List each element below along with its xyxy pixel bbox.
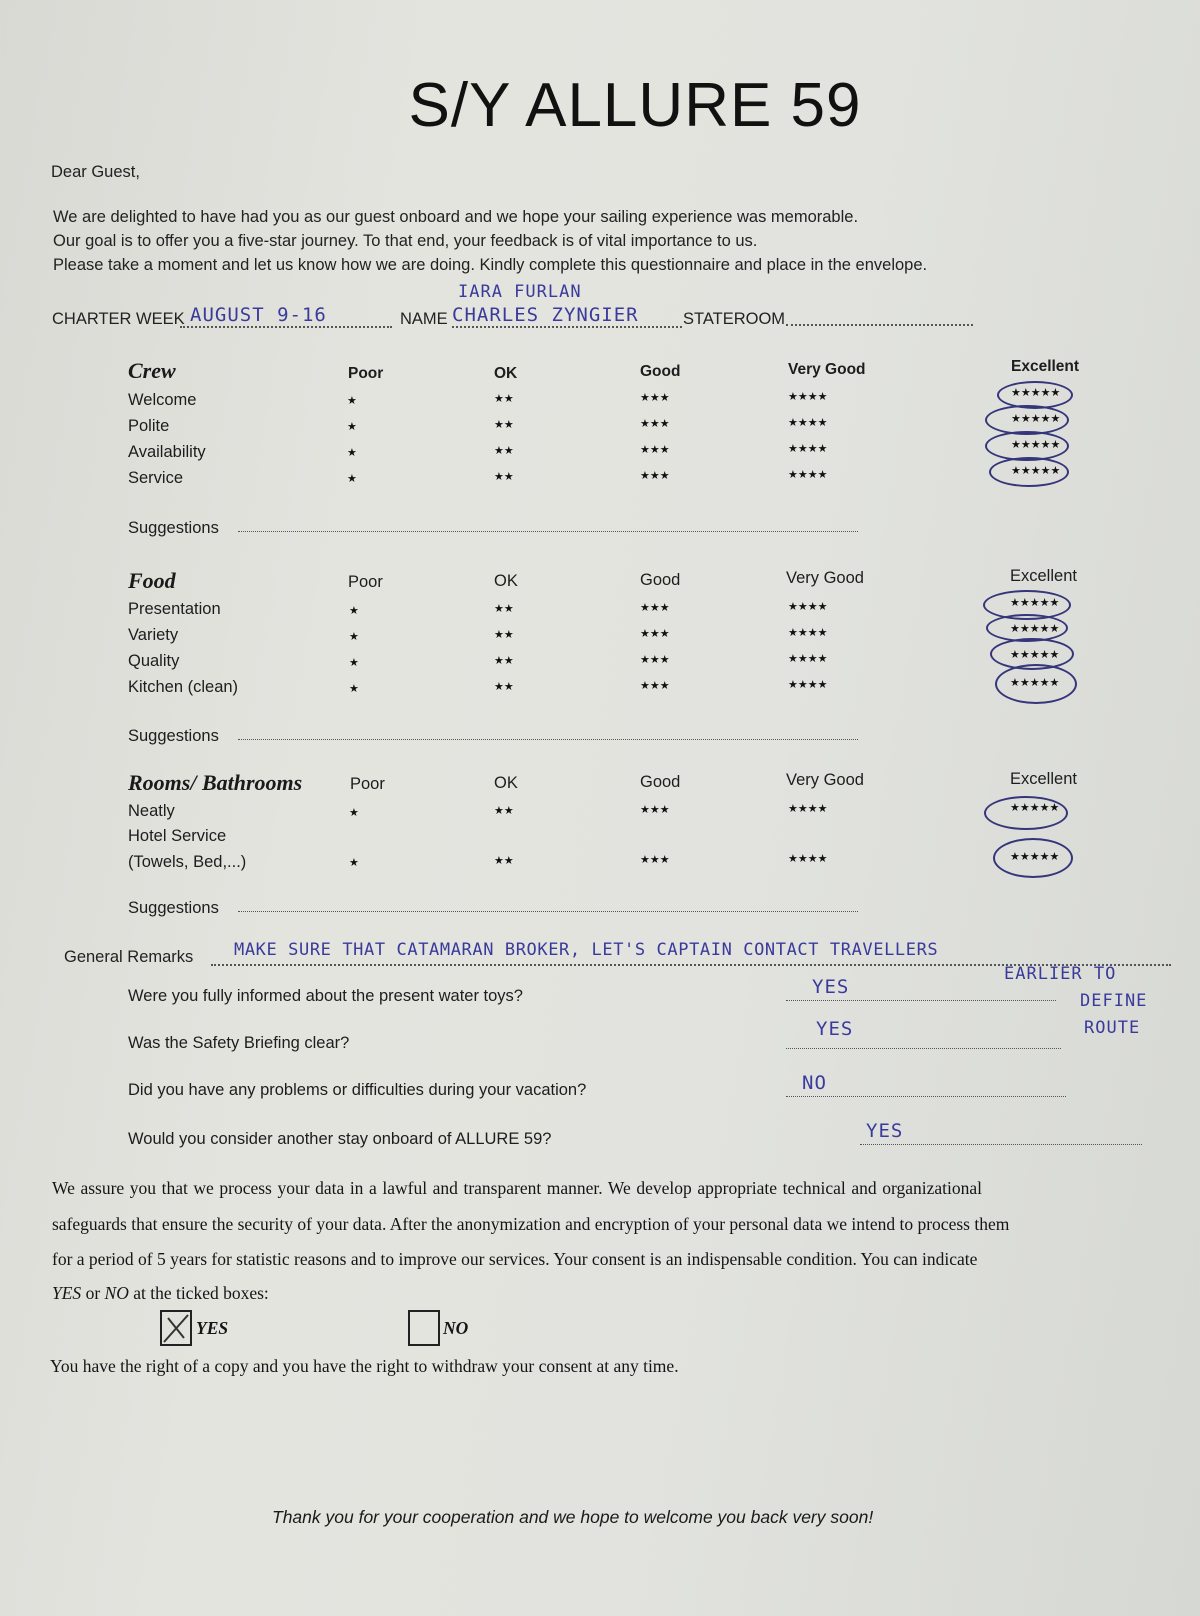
crew-polite-2star[interactable]: ★★	[494, 419, 514, 431]
food-head-good: Good	[640, 571, 681, 589]
food-presentation-1star[interactable]: ★	[349, 605, 359, 617]
rooms-neatly-2star[interactable]: ★★	[494, 805, 514, 817]
privacy-no-word: NO	[104, 1283, 129, 1303]
consent-no-checkbox[interactable]	[408, 1310, 440, 1346]
name-value-1: IARA FURLAN	[458, 282, 582, 302]
crew-welcome-5star[interactable]: ★★★★★	[1011, 387, 1061, 399]
rooms-suggestions-label: Suggestions	[128, 899, 219, 917]
answer-water-toys: YES	[812, 976, 850, 998]
crew-polite-5star[interactable]: ★★★★★	[1011, 413, 1061, 425]
food-suggestions-field[interactable]	[238, 739, 858, 740]
answer-another-stay: YES	[866, 1120, 904, 1142]
food-item-kitchen: Kitchen (clean)	[128, 678, 239, 696]
food-variety-4star[interactable]: ★★★★	[788, 627, 828, 639]
rooms-head-excellent: Excellent	[1010, 770, 1077, 788]
crew-service-5star[interactable]: ★★★★★	[1011, 465, 1061, 477]
food-head-ok: OK	[494, 572, 518, 590]
crew-title: Crew	[128, 358, 176, 383]
crew-availability-3star[interactable]: ★★★	[640, 444, 670, 456]
crew-welcome-1star[interactable]: ★	[347, 395, 357, 407]
name-value-2: CHARLES ZYNGIER	[452, 304, 639, 326]
page-title: S/Y ALLURE 59	[408, 71, 862, 140]
food-quality-1star[interactable]: ★	[349, 657, 359, 669]
crew-head-very-good: Very Good	[788, 361, 866, 378]
crew-service-4star[interactable]: ★★★★	[788, 469, 828, 481]
crew-head-ok: OK	[494, 365, 518, 382]
food-item-quality: Quality	[128, 652, 180, 670]
crew-suggestions-label: Suggestions	[128, 519, 219, 537]
crew-welcome-2star[interactable]: ★★	[494, 393, 514, 405]
privacy-line-4	[52, 1283, 269, 1304]
rooms-title: Rooms/ Bathrooms	[128, 770, 303, 795]
question-problems: Did you have any problems or difficulties during your vacation?	[128, 1081, 587, 1099]
food-kitchen-1star[interactable]: ★	[349, 683, 359, 695]
food-kitchen-4star[interactable]: ★★★★	[788, 679, 828, 691]
food-presentation-2star[interactable]: ★★	[494, 603, 514, 615]
footer-thanks: Thank you for your cooperation and we hope to welcome you back very soon!	[272, 1507, 874, 1527]
intro-line-1: We are delighted to have had you as our guest onboard and we hope your sailing experience was memorable.	[53, 208, 859, 226]
food-quality-3star[interactable]: ★★★	[640, 654, 670, 666]
crew-availability-1star[interactable]: ★	[347, 447, 357, 459]
crew-welcome-4star[interactable]: ★★★★	[788, 391, 828, 403]
name-field[interactable]	[452, 326, 682, 328]
rooms-head-very-good: Very Good	[786, 771, 864, 789]
privacy-line-2: safeguards that ensure the security of your data. After the anonymization and encryption of your personal data we intend to process them	[52, 1214, 1010, 1234]
crew-polite-4star[interactable]: ★★★★	[788, 417, 828, 429]
food-item-presentation: Presentation	[128, 600, 221, 618]
rooms-hotel-1star[interactable]: ★	[349, 857, 359, 869]
food-suggestions-label: Suggestions	[128, 727, 219, 745]
crew-service-3star[interactable]: ★★★	[640, 470, 670, 482]
privacy-yes-word: YES	[52, 1283, 82, 1303]
answer-safety-briefing-field[interactable]	[786, 1048, 1061, 1049]
intro-line-3: Please take a moment and let us know how we are doing. Kindly complete this questionnaire and place in the envelope.	[53, 256, 928, 274]
privacy-or-word: or	[81, 1283, 105, 1303]
consent-no-label: NO	[443, 1318, 469, 1338]
crew-welcome-3star[interactable]: ★★★	[640, 392, 670, 404]
crew-service-2star[interactable]: ★★	[494, 471, 514, 483]
rooms-hotel-3star[interactable]: ★★★	[640, 854, 670, 866]
consent-yes-label: YES	[196, 1318, 229, 1338]
food-quality-5star[interactable]: ★★★★★	[1010, 649, 1060, 661]
crew-suggestions-field[interactable]	[238, 531, 858, 532]
rooms-head-ok: OK	[494, 774, 518, 792]
food-head-poor: Poor	[348, 573, 383, 591]
food-variety-2star[interactable]: ★★	[494, 629, 514, 641]
question-water-toys: Were you fully informed about the present water toys?	[128, 987, 523, 1005]
crew-item-availability: Availability	[128, 443, 206, 461]
general-remarks-label: General Remarks	[64, 948, 194, 966]
food-kitchen-5star[interactable]: ★★★★★	[1010, 677, 1060, 689]
check-x-icon	[162, 1312, 190, 1344]
food-kitchen-2star[interactable]: ★★	[494, 681, 514, 693]
food-variety-3star[interactable]: ★★★	[640, 628, 670, 640]
privacy-rest: at the ticked boxes:	[128, 1283, 269, 1303]
food-presentation-4star[interactable]: ★★★★	[788, 601, 828, 613]
general-remarks-line-3: DEFINE	[1080, 991, 1148, 1011]
answer-safety-briefing: YES	[816, 1018, 854, 1040]
food-title: Food	[128, 568, 176, 593]
answer-problems: NO	[802, 1072, 827, 1094]
food-presentation-3star[interactable]: ★★★	[640, 602, 670, 614]
crew-head-excellent: Excellent	[1011, 358, 1080, 375]
question-another-stay: Would you consider another stay onboard of ALLURE 59?	[128, 1130, 552, 1148]
general-remarks-line-2: EARLIER TO	[1004, 964, 1117, 984]
rooms-hotel-2star[interactable]: ★★	[494, 855, 514, 867]
crew-availability-4star[interactable]: ★★★★	[788, 443, 828, 455]
stateroom-field[interactable]	[786, 324, 973, 326]
charter-week-value: AUGUST 9-16	[190, 304, 327, 326]
rooms-hotel-4star[interactable]: ★★★★	[788, 853, 828, 865]
answer-problems-field[interactable]	[786, 1096, 1066, 1097]
rooms-head-good: Good	[640, 773, 681, 791]
answer-water-toys-field[interactable]	[786, 1000, 1056, 1001]
rooms-head-poor: Poor	[350, 775, 385, 793]
rooms-neatly-3star[interactable]: ★★★	[640, 804, 670, 816]
crew-head-poor: Poor	[348, 365, 384, 382]
food-kitchen-3star[interactable]: ★★★	[640, 680, 670, 692]
food-head-very-good: Very Good	[786, 569, 864, 587]
rooms-suggestions-field[interactable]	[238, 911, 858, 912]
crew-item-polite: Polite	[128, 417, 170, 435]
privacy-line-1: We assure you that we process your data in a lawful and transparent manner. We develop appropriate technical and organizational	[52, 1178, 982, 1198]
rooms-hotel-5star[interactable]: ★★★★★	[1010, 851, 1060, 863]
food-item-variety: Variety	[128, 626, 179, 644]
question-safety-briefing: Was the Safety Briefing clear?	[128, 1034, 350, 1052]
crew-polite-3star[interactable]: ★★★	[640, 418, 670, 430]
food-variety-1star[interactable]: ★	[349, 631, 359, 643]
crew-availability-5star[interactable]: ★★★★★	[1011, 439, 1061, 451]
general-remarks-line-1: MAKE SURE THAT CATAMARAN BROKER, LET'S CAPTAIN CONTACT TRAVELLERS	[234, 940, 939, 960]
name-label: NAME	[400, 310, 448, 328]
food-head-excellent: Excellent	[1010, 567, 1077, 585]
rooms-item-hotel-service: Hotel Service	[128, 827, 227, 845]
food-quality-2star[interactable]: ★★	[494, 655, 514, 667]
rooms-neatly-5star[interactable]: ★★★★★	[1010, 802, 1060, 814]
general-remarks-line-4: ROUTE	[1084, 1018, 1141, 1038]
consent-yes-checkbox[interactable]	[160, 1310, 192, 1346]
rooms-item-neatly: Neatly	[128, 802, 175, 820]
crew-availability-2star[interactable]: ★★	[494, 445, 514, 457]
rooms-item-towels-bed: (Towels, Bed,...)	[128, 853, 247, 871]
crew-service-1star[interactable]: ★	[347, 473, 357, 485]
crew-polite-1star[interactable]: ★	[347, 421, 357, 433]
greeting: Dear Guest,	[51, 163, 140, 181]
crew-item-welcome: Welcome	[128, 391, 197, 409]
privacy-line-3: for a period of 5 years for statistic reasons and to improve our services. Your consent is an indispensable condition. You can indicate	[52, 1249, 978, 1269]
stateroom-label: STATEROOM	[683, 310, 786, 328]
food-variety-5star[interactable]: ★★★★★	[1010, 623, 1060, 635]
food-quality-4star[interactable]: ★★★★	[788, 653, 828, 665]
charter-week-label: CHARTER WEEK	[52, 310, 185, 328]
rights-text: You have the right of a copy and you have the right to withdraw your consent at any time.	[50, 1356, 679, 1376]
food-presentation-5star[interactable]: ★★★★★	[1010, 597, 1060, 609]
rooms-neatly-1star[interactable]: ★	[349, 807, 359, 819]
intro-line-2: Our goal is to offer you a five-star journey. To that end, your feedback is of vital importance to us.	[53, 232, 758, 250]
rooms-neatly-4star[interactable]: ★★★★	[788, 803, 828, 815]
answer-another-stay-field[interactable]	[860, 1144, 1142, 1145]
charter-week-field[interactable]	[180, 326, 392, 328]
crew-item-service: Service	[128, 469, 184, 487]
crew-head-good: Good	[640, 363, 681, 380]
